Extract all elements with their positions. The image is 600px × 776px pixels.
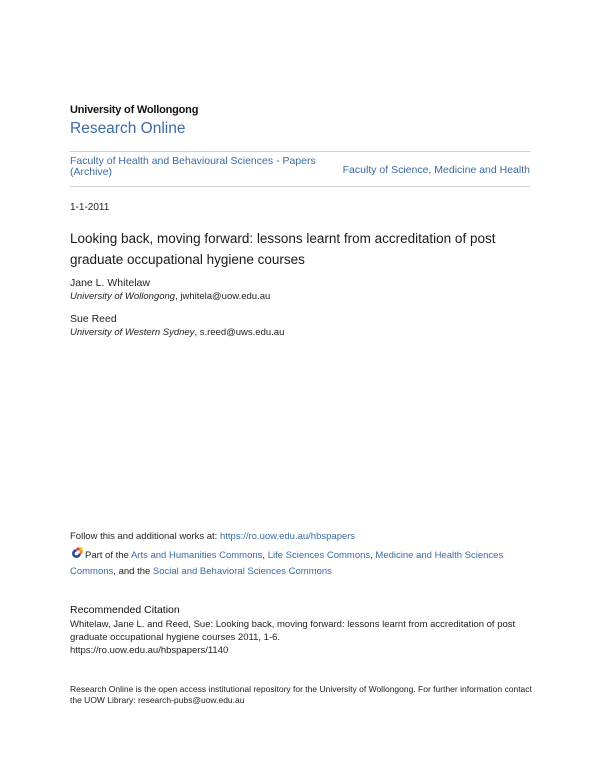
- institution-name: University of Wollongong: [70, 104, 199, 116]
- author-affiliation: University of Wollongong, jwhitela@uow.edu.au: [70, 291, 271, 302]
- divider-bottom: [70, 186, 530, 187]
- author-email: s.reed@uws.edu.au: [199, 327, 285, 338]
- citation-body: [70, 618, 540, 657]
- commons-link-arts-humanities[interactable]: Arts and Humanities Commons: [130, 550, 263, 561]
- affiliation-name: University of Wollongong: [70, 291, 176, 302]
- author-email: jwhitela@uow.edu.au: [180, 291, 271, 302]
- collection-link-left[interactable]: Faculty of Health and Behavioural Sciences - Papers (Archive): [70, 155, 316, 178]
- citation-url: https://ro.uow.edu.au/hbspapers/1140: [70, 645, 229, 656]
- paper-title: Looking back, moving forward: lessons learnt from accreditation of post graduate occupational hygiene courses: [70, 231, 496, 267]
- collection-link-right[interactable]: Faculty of Science, Medicine and Health: [342, 164, 530, 176]
- author-affiliation: University of Western Sydney, s.reed@uws.edu.au: [70, 327, 285, 338]
- follow-url-link[interactable]: https://ro.uow.edu.au/hbspapers: [219, 531, 356, 542]
- follow-line: [70, 531, 355, 542]
- affiliation-name: University of Western Sydney: [70, 327, 195, 338]
- follow-prefix: Follow this and additional works at:: [70, 531, 220, 542]
- author-block: [70, 277, 270, 302]
- part-of-commons: [70, 547, 540, 580]
- author-name: Jane L. Whitelaw: [70, 277, 150, 289]
- author-block: [70, 313, 284, 338]
- divider-top: [70, 151, 530, 152]
- citation-text: Whitelaw, Jane L. and Reed, Sue: Looking back, moving forward: lessons learnt from accreditation of post graduate occupational hygiene courses 2011, 1-6.: [70, 619, 516, 643]
- commons-link-social-behavioral[interactable]: Social and Behavioral Sciences Commons: [152, 566, 332, 577]
- author-name: Sue Reed: [70, 313, 117, 325]
- part-of-prefix: Part of the: [85, 550, 131, 561]
- citation-heading: Recommended Citation: [70, 604, 180, 616]
- separator: , and the: [113, 566, 153, 577]
- repository-link[interactable]: Research Online: [70, 120, 186, 137]
- commons-link-life-sciences[interactable]: Life Sciences Commons: [267, 550, 371, 561]
- bepress-commons-icon: [70, 547, 83, 560]
- separator: ,: [370, 550, 376, 561]
- footer-note: Research Online is the open access institutional repository for the University of Wollongong. For further information contact the UOW Library: research-pubs@uow.edu.au: [70, 684, 532, 705]
- commons-link-medicine-health[interactable]: Medicine and Health Sciences Commons: [70, 550, 504, 577]
- publication-date: 1-1-2011: [70, 202, 110, 213]
- separator: ,: [262, 550, 268, 561]
